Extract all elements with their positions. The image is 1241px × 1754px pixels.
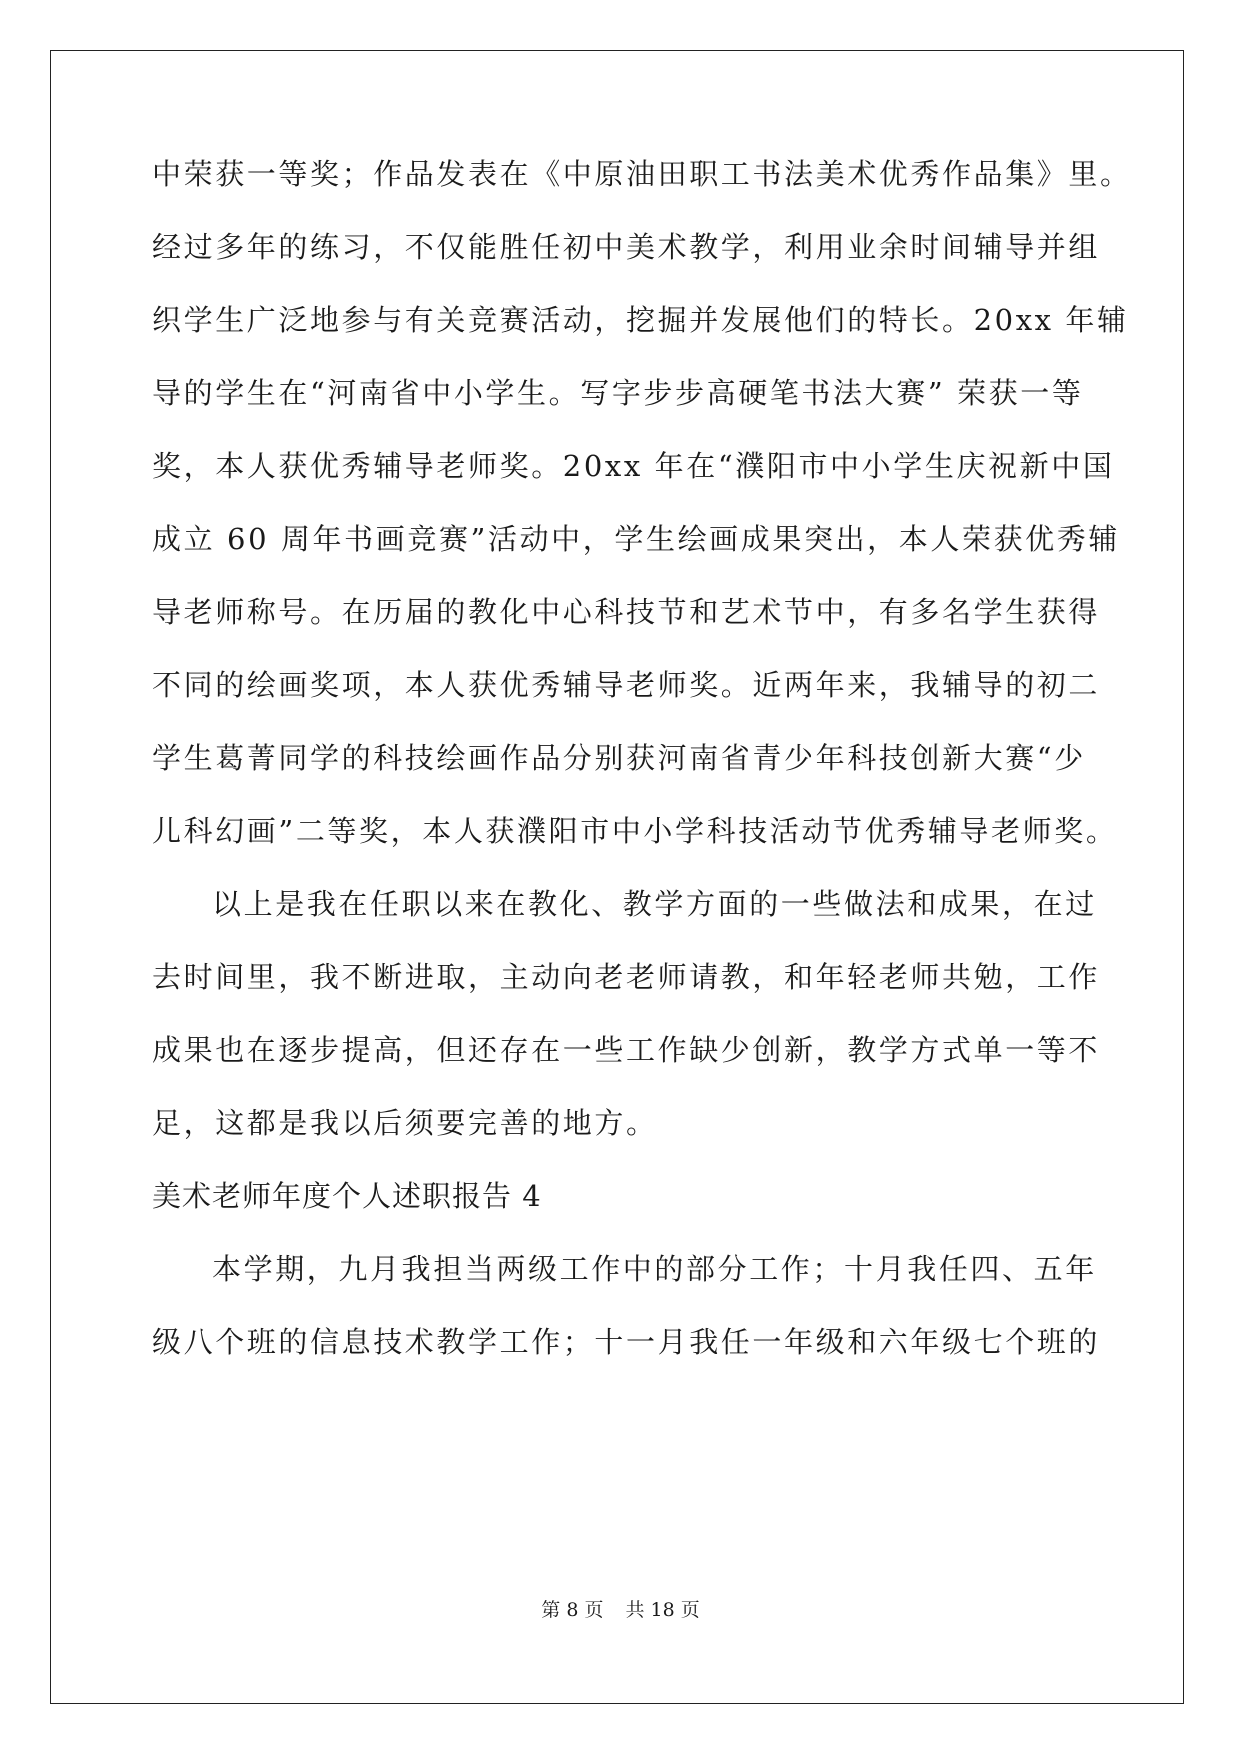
text-line: 成立 60 周年书画竞赛”活动中，学生绘画成果突出，本人荣获优秀辅 <box>152 522 1120 556</box>
page-number: 第 8 页 <box>541 1599 604 1621</box>
text-line: 学生葛菁同学的科技绘画作品分别获河南省青少年科技创新大赛“少 <box>152 741 1086 775</box>
text-line: 级八个班的信息技术教学工作；十一月我任一年级和六年级七个班的 <box>152 1325 1101 1359</box>
text-line: 不同的绘画奖项，本人获优秀辅导老师奖。近两年来，我辅导的初二 <box>152 668 1101 702</box>
text-line: 织学生广泛地参与有关竞赛活动，挖掘并发展他们的特长。20xx 年辅 <box>152 303 1129 337</box>
text-line: 导的学生在“河南省中小学生。写字步步高硬笔书法大赛” 荣获一等 <box>152 376 1084 410</box>
page-border <box>50 50 1184 1704</box>
text-line: 足，这都是我以后须要完善的地方。 <box>152 1106 658 1140</box>
section-heading: 美术老师年度个人述职报告 4 <box>152 1179 542 1213</box>
paragraph-first-line: 以上是我在任职以来在教化、教学方面的一些做法和成果，在过 <box>212 887 1097 921</box>
paragraph-first-line: 本学期，九月我担当两级工作中的部分工作；十月我任四、五年 <box>212 1252 1097 1286</box>
page-total: 共 18 页 <box>625 1599 700 1621</box>
page-footer <box>0 1598 1241 1622</box>
text-line: 中荣获一等奖；作品发表在《中原油田职工书法美术优秀作品集》里。 <box>152 157 1132 191</box>
text-line: 奖，本人获优秀辅导老师奖。20xx 年在“濮阳市中小学生庆祝新中国 <box>152 449 1115 483</box>
text-line: 导老师称号。在历届的教化中心科技节和艺术节中，有多名学生获得 <box>152 595 1101 629</box>
text-line: 成果也在逐步提高，但还存在一些工作缺少创新，教学方式单一等不 <box>152 1033 1101 1067</box>
text-line: 儿科幻画”二等奖，本人获濮阳市中小学科技活动节优秀辅导老师奖。 <box>152 814 1118 848</box>
text-line: 去时间里，我不断进取，主动向老老师请教，和年轻老师共勉，工作 <box>152 960 1101 994</box>
text-line: 经过多年的练习，不仅能胜任初中美术教学，利用业余时间辅导并组 <box>152 230 1101 264</box>
